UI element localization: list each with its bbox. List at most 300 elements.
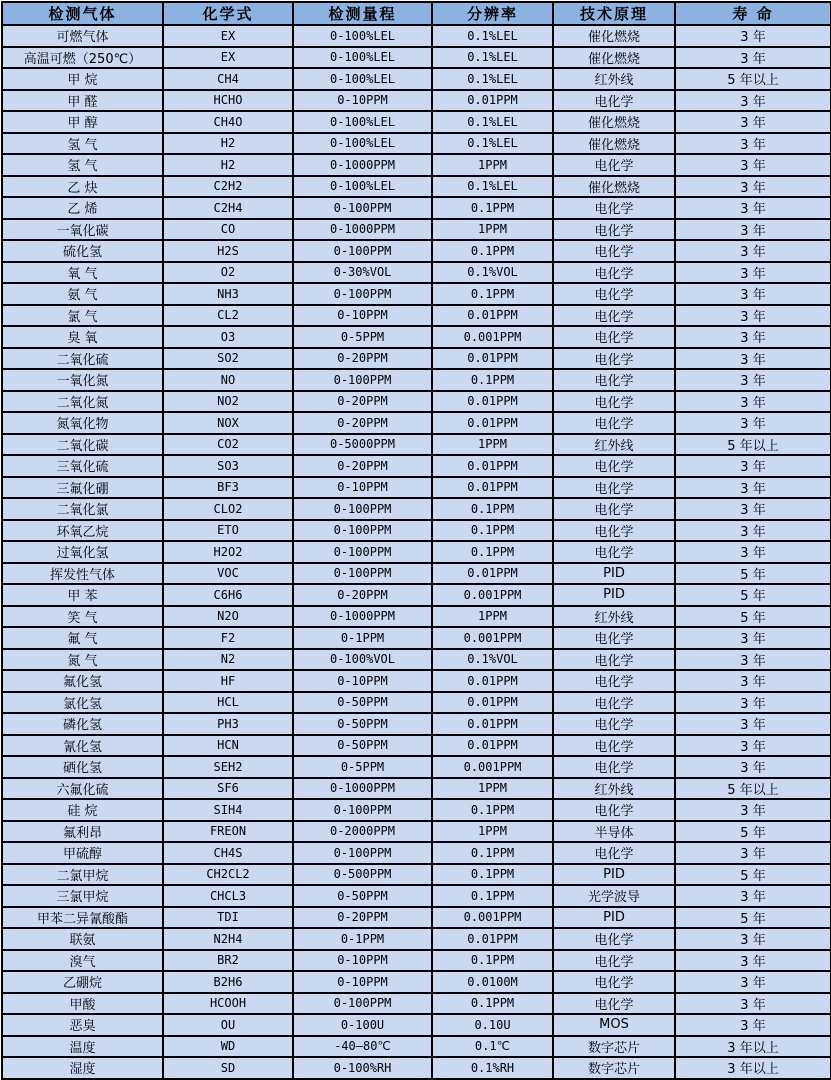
cell-principle: PID — [553, 584, 675, 606]
cell-gas: 臭 氧 — [2, 326, 163, 348]
cell-gas: 甲酸 — [2, 993, 163, 1015]
cell-formula: C2H4 — [163, 197, 293, 219]
cell-lifespan: 3 年 — [675, 799, 831, 821]
cell-gas: 氮 气 — [2, 649, 163, 671]
cell-gas: 甲 苯 — [2, 584, 163, 606]
cell-resolution: 0.001PPM — [432, 907, 553, 929]
cell-principle: 电化学 — [553, 627, 675, 649]
cell-range: 0-100%LEL — [293, 47, 432, 69]
cell-lifespan: 3 年 — [675, 111, 831, 133]
cell-resolution: 0.01PPM — [432, 670, 553, 692]
cell-gas: 氟化氢 — [2, 670, 163, 692]
cell-lifespan: 3 年 — [675, 520, 831, 542]
cell-resolution: 0.01PPM — [432, 735, 553, 757]
cell-gas: 一氧化氮 — [2, 369, 163, 391]
cell-principle: MOS — [553, 1014, 675, 1036]
cell-formula: HCOOH — [163, 993, 293, 1015]
cell-formula: CH4O — [163, 111, 293, 133]
table-row — [2, 326, 831, 348]
cell-principle: 电化学 — [553, 391, 675, 413]
cell-principle: 电化学 — [553, 498, 675, 520]
cell-resolution: 0.1%LEL — [432, 68, 553, 90]
cell-lifespan: 3 年以上 — [675, 1036, 831, 1058]
cell-gas: 氟利昂 — [2, 821, 163, 843]
cell-range: 0-500PPM — [293, 864, 432, 886]
cell-formula: HCL — [163, 692, 293, 714]
cell-range: 0-20PPM — [293, 455, 432, 477]
cell-formula: O3 — [163, 326, 293, 348]
cell-range: 0-1PPM — [293, 627, 432, 649]
cell-principle: 电化学 — [553, 305, 675, 327]
cell-gas: 氮氧化物 — [2, 412, 163, 434]
column-header-formula: 化学式 — [163, 2, 293, 25]
cell-gas: 硅 烷 — [2, 799, 163, 821]
cell-gas: 甲 醇 — [2, 111, 163, 133]
table-row — [2, 842, 831, 864]
cell-lifespan: 3 年 — [675, 971, 831, 993]
cell-lifespan: 3 年 — [675, 47, 831, 69]
cell-formula: HCN — [163, 735, 293, 757]
cell-range: 0-5PPM — [293, 326, 432, 348]
cell-formula: N2H4 — [163, 928, 293, 950]
cell-lifespan: 3 年 — [675, 1014, 831, 1036]
header-row — [2, 2, 831, 25]
cell-range: 0-20PPM — [293, 348, 432, 370]
cell-range: 0-100%LEL — [293, 111, 432, 133]
cell-formula: EX — [163, 47, 293, 69]
table-row — [2, 1057, 831, 1079]
cell-lifespan: 5 年 — [675, 864, 831, 886]
cell-resolution: 0.1PPM — [432, 885, 553, 907]
table-row — [2, 713, 831, 735]
table-row — [2, 240, 831, 262]
cell-range: 0-1000PPM — [293, 154, 432, 176]
cell-gas: 乙 炔 — [2, 176, 163, 198]
cell-gas: 二氧化氮 — [2, 391, 163, 413]
cell-principle: 电化学 — [553, 799, 675, 821]
cell-range: 0-20PPM — [293, 391, 432, 413]
cell-gas: 磷化氢 — [2, 713, 163, 735]
cell-lifespan: 3 年 — [675, 885, 831, 907]
cell-resolution: 0.001PPM — [432, 756, 553, 778]
table-row — [2, 176, 831, 198]
cell-resolution: 0.01PPM — [432, 90, 553, 112]
cell-lifespan: 5 年以上 — [675, 434, 831, 456]
cell-range: 0-100PPM — [293, 197, 432, 219]
cell-gas: 温度 — [2, 1036, 163, 1058]
cell-lifespan: 3 年 — [675, 176, 831, 198]
cell-principle: 电化学 — [553, 842, 675, 864]
cell-lifespan: 3 年 — [675, 993, 831, 1015]
cell-range: 0-100%LEL — [293, 133, 432, 155]
cell-formula: H2O2 — [163, 541, 293, 563]
cell-gas: 溴气 — [2, 950, 163, 972]
cell-gas: 甲硫醇 — [2, 842, 163, 864]
cell-gas: 乙硼烷 — [2, 971, 163, 993]
cell-gas: 三氯甲烷 — [2, 885, 163, 907]
cell-resolution: 0.1PPM — [432, 498, 553, 520]
cell-gas: 二氧化硫 — [2, 348, 163, 370]
cell-resolution: 0.001PPM — [432, 627, 553, 649]
cell-resolution: 0.1PPM — [432, 541, 553, 563]
cell-gas: 氧 气 — [2, 262, 163, 284]
cell-resolution: 0.1PPM — [432, 993, 553, 1015]
cell-gas: 氯化氢 — [2, 692, 163, 714]
table-row — [2, 111, 831, 133]
cell-formula: BR2 — [163, 950, 293, 972]
table-row — [2, 735, 831, 757]
table-row — [2, 993, 831, 1015]
cell-principle: 电化学 — [553, 219, 675, 241]
cell-formula: H2 — [163, 154, 293, 176]
cell-principle: 红外线 — [553, 778, 675, 800]
table-row — [2, 412, 831, 434]
cell-formula: WD — [163, 1036, 293, 1058]
cell-formula: CLO2 — [163, 498, 293, 520]
cell-resolution: 1PPM — [432, 219, 553, 241]
table-body — [2, 25, 831, 1079]
cell-formula: F2 — [163, 627, 293, 649]
cell-principle: 电化学 — [553, 520, 675, 542]
table-row — [2, 1036, 831, 1058]
table-row — [2, 907, 831, 929]
table-row — [2, 584, 831, 606]
cell-lifespan: 3 年 — [675, 735, 831, 757]
cell-lifespan: 3 年 — [675, 240, 831, 262]
cell-range: 0-10PPM — [293, 477, 432, 499]
cell-resolution: 1PPM — [432, 778, 553, 800]
cell-resolution: 1PPM — [432, 154, 553, 176]
cell-gas: 氟 气 — [2, 627, 163, 649]
cell-formula: HF — [163, 670, 293, 692]
cell-range: -40—80℃ — [293, 1036, 432, 1058]
cell-range: 0-30%VOL — [293, 262, 432, 284]
table-row — [2, 1014, 831, 1036]
cell-gas: 可燃气体 — [2, 25, 163, 47]
cell-gas: 硒化氢 — [2, 756, 163, 778]
cell-resolution: 0.1%LEL — [432, 133, 553, 155]
table-row — [2, 520, 831, 542]
cell-gas: 甲 烷 — [2, 68, 163, 90]
cell-principle: 电化学 — [553, 412, 675, 434]
cell-range: 0-10PPM — [293, 950, 432, 972]
cell-resolution: 1PPM — [432, 821, 553, 843]
cell-lifespan: 3 年 — [675, 842, 831, 864]
cell-formula: NO2 — [163, 391, 293, 413]
cell-range: 0-5PPM — [293, 756, 432, 778]
table-row — [2, 348, 831, 370]
cell-lifespan: 3 年 — [675, 219, 831, 241]
table-row — [2, 541, 831, 563]
cell-gas: 一氧化碳 — [2, 219, 163, 241]
cell-resolution: 0.01PPM — [432, 713, 553, 735]
cell-principle: 催化燃烧 — [553, 133, 675, 155]
cell-principle: 电化学 — [553, 756, 675, 778]
cell-principle: PID — [553, 907, 675, 929]
cell-lifespan: 3 年 — [675, 455, 831, 477]
cell-principle: 电化学 — [553, 477, 675, 499]
cell-principle: 催化燃烧 — [553, 47, 675, 69]
table-row — [2, 950, 831, 972]
cell-range: 0-100%VOL — [293, 649, 432, 671]
cell-lifespan: 3 年 — [675, 950, 831, 972]
cell-lifespan: 3 年 — [675, 928, 831, 950]
cell-resolution: 0.01PPM — [432, 348, 553, 370]
cell-range: 0-100PPM — [293, 369, 432, 391]
cell-resolution: 0.01PPM — [432, 563, 553, 585]
cell-range: 0-1PPM — [293, 928, 432, 950]
cell-formula: C6H6 — [163, 584, 293, 606]
table-row — [2, 25, 831, 47]
cell-principle: 电化学 — [553, 692, 675, 714]
cell-resolution: 0.1PPM — [432, 240, 553, 262]
cell-principle: 电化学 — [553, 369, 675, 391]
table-row — [2, 864, 831, 886]
table-row — [2, 563, 831, 585]
cell-range: 0-100PPM — [293, 498, 432, 520]
table-row — [2, 477, 831, 499]
cell-principle: 电化学 — [553, 928, 675, 950]
cell-lifespan: 5 年以上 — [675, 68, 831, 90]
cell-range: 0-100PPM — [293, 842, 432, 864]
table-row — [2, 821, 831, 843]
cell-principle: 电化学 — [553, 735, 675, 757]
table-row — [2, 391, 831, 413]
cell-range: 0-5000PPM — [293, 434, 432, 456]
cell-gas: 氯 气 — [2, 305, 163, 327]
cell-range: 0-100%LEL — [293, 68, 432, 90]
cell-lifespan: 3 年 — [675, 154, 831, 176]
cell-lifespan: 3 年 — [675, 369, 831, 391]
cell-resolution: 0.0100M — [432, 971, 553, 993]
cell-lifespan: 5 年 — [675, 584, 831, 606]
table-row — [2, 928, 831, 950]
table-row — [2, 434, 831, 456]
cell-formula: SIH4 — [163, 799, 293, 821]
cell-resolution: 1PPM — [432, 434, 553, 456]
cell-resolution: 0.1PPM — [432, 842, 553, 864]
cell-formula: FREON — [163, 821, 293, 843]
table-header — [2, 2, 831, 25]
cell-gas: 过氧化氢 — [2, 541, 163, 563]
table-row — [2, 283, 831, 305]
cell-lifespan: 3 年 — [675, 283, 831, 305]
cell-lifespan: 5 年 — [675, 907, 831, 929]
cell-resolution: 0.1PPM — [432, 520, 553, 542]
cell-gas: 氢 气 — [2, 133, 163, 155]
table-row — [2, 627, 831, 649]
cell-resolution: 0.1%LEL — [432, 25, 553, 47]
cell-formula: SO2 — [163, 348, 293, 370]
cell-resolution: 0.1%VOL — [432, 262, 553, 284]
table-row — [2, 154, 831, 176]
cell-principle: 催化燃烧 — [553, 111, 675, 133]
cell-formula: O2 — [163, 262, 293, 284]
cell-range: 0-1000PPM — [293, 606, 432, 628]
cell-resolution: 0.1%LEL — [432, 176, 553, 198]
cell-range: 0-10PPM — [293, 670, 432, 692]
cell-principle: 电化学 — [553, 197, 675, 219]
cell-lifespan: 3 年 — [675, 348, 831, 370]
cell-range: 0-10PPM — [293, 90, 432, 112]
cell-range: 0-10PPM — [293, 971, 432, 993]
table-row — [2, 498, 831, 520]
cell-gas: 乙 烯 — [2, 197, 163, 219]
cell-principle: 电化学 — [553, 993, 675, 1015]
table-row — [2, 756, 831, 778]
cell-formula: CH4S — [163, 842, 293, 864]
cell-principle: 红外线 — [553, 434, 675, 456]
table-row — [2, 670, 831, 692]
cell-resolution: 0.1PPM — [432, 950, 553, 972]
cell-formula: NOX — [163, 412, 293, 434]
column-header-range: 检测量程 — [293, 2, 432, 25]
cell-lifespan: 3 年 — [675, 262, 831, 284]
cell-principle: 电化学 — [553, 971, 675, 993]
cell-principle: 电化学 — [553, 670, 675, 692]
cell-formula: H2S — [163, 240, 293, 262]
cell-principle: 电化学 — [553, 283, 675, 305]
cell-resolution: 0.01PPM — [432, 412, 553, 434]
cell-resolution: 0.10U — [432, 1014, 553, 1036]
cell-range: 0-100PPM — [293, 520, 432, 542]
gas-spec-table — [1, 1, 831, 1080]
cell-gas: 笑 气 — [2, 606, 163, 628]
cell-gas: 甲 醛 — [2, 90, 163, 112]
cell-resolution: 0.01PPM — [432, 692, 553, 714]
cell-gas: 环氧乙烷 — [2, 520, 163, 542]
cell-gas: 联氨 — [2, 928, 163, 950]
cell-resolution: 0.1%LEL — [432, 111, 553, 133]
cell-gas: 二氧化氯 — [2, 498, 163, 520]
cell-range: 0-50PPM — [293, 885, 432, 907]
cell-formula: B2H6 — [163, 971, 293, 993]
cell-formula: BF3 — [163, 477, 293, 499]
cell-principle: 电化学 — [553, 90, 675, 112]
table-row — [2, 262, 831, 284]
table-row — [2, 799, 831, 821]
column-header-resolution: 分辨率 — [432, 2, 553, 25]
cell-principle: 电化学 — [553, 455, 675, 477]
cell-resolution: 0.1PPM — [432, 369, 553, 391]
cell-formula: C2H2 — [163, 176, 293, 198]
cell-resolution: 0.1℃ — [432, 1036, 553, 1058]
cell-lifespan: 5 年 — [675, 606, 831, 628]
cell-range: 0-100PPM — [293, 563, 432, 585]
cell-principle: 电化学 — [553, 541, 675, 563]
cell-gas: 氨 气 — [2, 283, 163, 305]
cell-gas: 恶臭 — [2, 1014, 163, 1036]
cell-formula: CO2 — [163, 434, 293, 456]
cell-formula: N2 — [163, 649, 293, 671]
cell-lifespan: 3 年 — [675, 649, 831, 671]
cell-range: 0-100PPM — [293, 240, 432, 262]
cell-lifespan: 5 年 — [675, 563, 831, 585]
cell-principle: 红外线 — [553, 68, 675, 90]
cell-range: 0-1000PPM — [293, 219, 432, 241]
cell-principle: 电化学 — [553, 348, 675, 370]
cell-resolution: 1PPM — [432, 606, 553, 628]
cell-formula: N2O — [163, 606, 293, 628]
cell-lifespan: 3 年 — [675, 391, 831, 413]
cell-range: 0-100U — [293, 1014, 432, 1036]
cell-lifespan: 5 年 — [675, 821, 831, 843]
cell-lifespan: 5 年以上 — [675, 778, 831, 800]
cell-principle: 电化学 — [553, 154, 675, 176]
cell-formula: SF6 — [163, 778, 293, 800]
cell-gas: 二氧化碳 — [2, 434, 163, 456]
cell-range: 0-50PPM — [293, 713, 432, 735]
table-row — [2, 197, 831, 219]
table-row — [2, 68, 831, 90]
cell-resolution: 0.1PPM — [432, 799, 553, 821]
cell-formula: TDI — [163, 907, 293, 929]
cell-resolution: 0.1%LEL — [432, 47, 553, 69]
cell-formula: CH4 — [163, 68, 293, 90]
cell-principle: 催化燃烧 — [553, 25, 675, 47]
cell-gas: 甲苯二异氰酸酯 — [2, 907, 163, 929]
cell-gas: 湿度 — [2, 1057, 163, 1079]
cell-range: 0-2000PPM — [293, 821, 432, 843]
cell-principle: 光学波导 — [553, 885, 675, 907]
cell-lifespan: 3 年 — [675, 713, 831, 735]
cell-principle: PID — [553, 864, 675, 886]
cell-gas: 挥发性气体 — [2, 563, 163, 585]
cell-lifespan: 3 年 — [675, 541, 831, 563]
cell-range: 0-100%LEL — [293, 25, 432, 47]
cell-lifespan: 3 年 — [675, 498, 831, 520]
cell-lifespan: 3 年 — [675, 326, 831, 348]
cell-formula: OU — [163, 1014, 293, 1036]
cell-range: 0-20PPM — [293, 412, 432, 434]
table-row — [2, 606, 831, 628]
cell-principle: 数字芯片 — [553, 1036, 675, 1058]
cell-principle: 电化学 — [553, 950, 675, 972]
table-row — [2, 305, 831, 327]
cell-gas: 硫化氢 — [2, 240, 163, 262]
cell-principle: PID — [553, 563, 675, 585]
cell-lifespan: 3 年 — [675, 477, 831, 499]
table-row — [2, 885, 831, 907]
cell-resolution: 0.001PPM — [432, 326, 553, 348]
table-row — [2, 133, 831, 155]
cell-lifespan: 3 年 — [675, 692, 831, 714]
table-row — [2, 971, 831, 993]
cell-principle: 半导体 — [553, 821, 675, 843]
cell-range: 0-50PPM — [293, 735, 432, 757]
cell-resolution: 0.01PPM — [432, 477, 553, 499]
cell-principle: 数字芯片 — [553, 1057, 675, 1079]
cell-resolution: 0.01PPM — [432, 455, 553, 477]
cell-formula: EX — [163, 25, 293, 47]
cell-formula: VOC — [163, 563, 293, 585]
cell-lifespan: 3 年 — [675, 756, 831, 778]
cell-principle: 电化学 — [553, 713, 675, 735]
cell-lifespan: 3 年 — [675, 670, 831, 692]
cell-principle: 电化学 — [553, 240, 675, 262]
cell-range: 0-50PPM — [293, 692, 432, 714]
cell-range: 0-100PPM — [293, 541, 432, 563]
table-row — [2, 778, 831, 800]
table-row — [2, 90, 831, 112]
table-row — [2, 649, 831, 671]
cell-resolution: 0.01PPM — [432, 391, 553, 413]
cell-range: 0-1000PPM — [293, 778, 432, 800]
cell-range: 0-100PPM — [293, 993, 432, 1015]
cell-principle: 电化学 — [553, 326, 675, 348]
table-row — [2, 692, 831, 714]
cell-range: 0-100PPM — [293, 799, 432, 821]
